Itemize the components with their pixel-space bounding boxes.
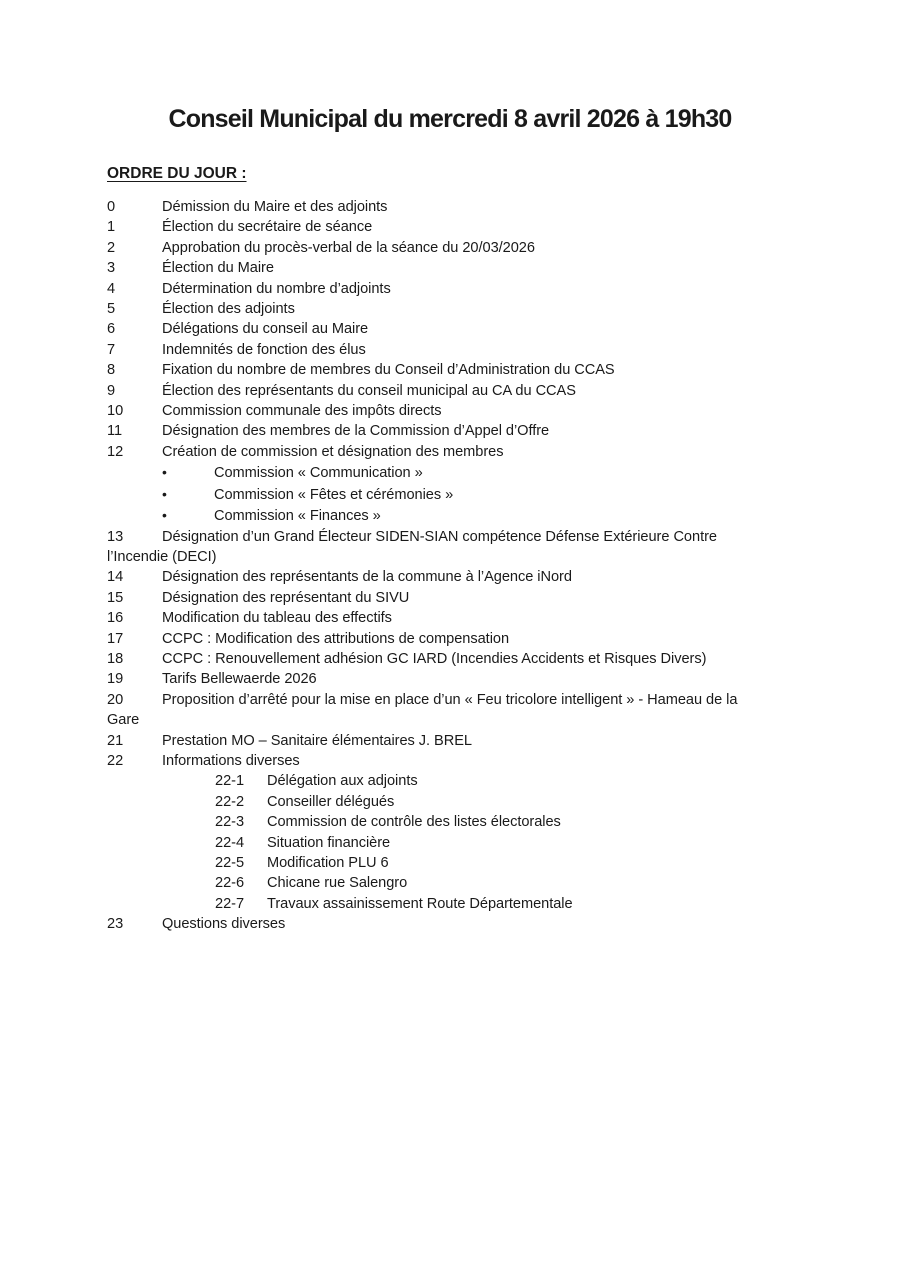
bullet-icon: • [162,507,167,524]
item-text: Délégation aux adjoints [267,773,418,790]
agenda-row-5 [107,299,800,319]
agenda-row-cont [107,547,800,567]
agenda-row-19 [107,669,800,689]
agenda-row-16 [107,608,800,628]
item-number: 23 [107,916,124,933]
agenda-row-22-2 [107,792,800,812]
item-number: 22-7 [215,895,245,912]
item-text: l’Incendie (DECI) [107,548,217,565]
item-text: Modification PLU 6 [267,855,389,871]
item-text: Gare [107,712,140,729]
item-number: 9 [107,382,116,399]
item-text: Informations diverses [162,752,300,769]
agenda-row-22-5 [107,853,800,873]
agenda-row-6 [107,319,800,339]
item-text: Désignation des représentant du SIVU [162,589,410,606]
item-text: Désignation des représentants de la commune à l’Agence iNord [162,569,572,586]
item-text: Démission du Maire et des adjoints [162,199,388,215]
item-number: 22 [107,752,124,769]
item-text: Élection des adjoints [162,301,295,318]
item-text: Questions diverses [162,916,286,933]
agenda-row-14 [107,567,800,587]
item-number: 15 [107,589,124,606]
item-text: Désignation d’un Grand Électeur SIDEN-SIAN compétence Défense Extérieure Contre [162,528,717,545]
agenda-row-4 [107,279,800,299]
item-text: Délégations du conseil au Maire [162,321,369,338]
item-number: 8 [107,362,116,379]
item-number: 1 [107,219,116,236]
agenda-row-22-4 [107,833,800,853]
agenda-row-cont [107,710,800,730]
item-number: 22-1 [215,773,245,790]
item-number: 22-5 [215,855,245,871]
item-number: 6 [107,321,116,338]
agenda-row-12 [107,442,800,462]
agenda-row-3 [107,258,800,278]
item-number: 22-6 [215,875,245,892]
agenda-row-2 [107,238,800,258]
item-text: Prestation MO – Sanitaire élémentaires J. BREL [162,732,472,749]
document-title: Conseil Municipal du mercredi 8 avril 2026 à 19h30 [168,105,732,133]
item-text: CCPC : Renouvellement adhésion GC IARD (Incendies Accidents et Risques Divers) [162,650,707,667]
agenda-row-7 [107,340,800,360]
item-text: Commission « Finances » [214,508,381,525]
item-number: 12 [107,443,124,460]
item-text: Commission « Communication » [214,465,423,482]
agenda-row-10 [107,401,800,421]
item-text: Situation financière [267,834,391,851]
item-text: Commission « Fêtes et cérémonies » [214,486,454,503]
item-number: 10 [107,403,124,420]
agenda-row-20 [107,690,800,710]
agenda-row-1 [107,217,800,237]
item-text: Élection du Maire [162,260,274,277]
item-text: Approbation du procès-verbal de la séance du 20/03/2026 [162,239,535,256]
agenda-row-11 [107,421,800,441]
item-text: Élection des représentants du conseil municipal au CA du CCAS [162,382,576,399]
item-number: 19 [107,671,124,688]
item-text: CCPC : Modification des attributions de compensation [162,630,510,647]
item-text: Proposition d’arrêté pour la mise en place d’un « Feu tricolore intelligent » - Hameau de la [162,691,738,708]
item-text: Élection du secrétaire de séance [162,219,373,236]
agenda-row-23 [107,914,800,934]
item-number: 18 [107,650,124,667]
agenda-row-17 [107,629,800,649]
item-text: Indemnités de fonction des élus [162,341,366,358]
agenda-row-bullet [107,484,800,505]
item-text: Fixation du nombre de membres du Conseil d’Administration du CCAS [162,362,615,379]
item-number: 21 [107,732,124,749]
item-text: Conseiller délégués [267,793,395,810]
agenda-row-22-7 [107,894,800,914]
item-text: Chicane rue Salengro [267,875,408,892]
agenda-list [107,197,800,935]
agenda-row-9 [107,381,800,401]
item-number: 14 [107,569,124,586]
item-number: 3 [107,260,116,277]
agenda-row-21 [107,731,800,751]
item-number: 4 [107,280,116,297]
item-number: 0 [107,199,116,215]
item-number: 13 [107,528,124,545]
agenda-row-15 [107,588,800,608]
item-text: Commission communale des impôts directs [162,403,442,420]
bullet-icon: • [162,464,167,481]
item-text: Modification du tableau des effectifs [162,610,392,627]
item-number: 20 [107,691,124,708]
agenda-row-22-6 [107,873,800,893]
item-number: 5 [107,301,116,318]
agenda-row-13 [107,527,800,547]
section-heading: ORDRE DU JOUR : [107,165,247,182]
agenda-row-22-3 [107,812,800,832]
agenda-row-bullet [107,505,800,526]
bullet-icon: • [162,485,167,502]
agenda-row-22 [107,751,800,771]
item-text: Détermination du nombre d’adjoints [162,280,391,297]
item-text: Désignation des membres de la Commission d’Appel d’Offre [162,423,550,440]
item-text: Création de commission et désignation des membres [162,443,504,460]
agenda-row-22-1 [107,771,800,791]
item-text: Travaux assainissement Route Départementale [267,895,573,912]
item-number: 22-3 [215,814,245,831]
agenda-row-0 [107,197,800,217]
agenda-row-18 [107,649,800,669]
agenda-row-8 [107,360,800,380]
item-number: 7 [107,341,116,358]
agenda-row-bullet [107,462,800,483]
item-number: 2 [107,239,116,256]
item-text: Tarifs Bellewaerde 2026 [162,671,317,688]
item-number: 16 [107,610,124,627]
item-number: 17 [107,630,124,647]
item-text: Commission de contrôle des listes électorales [267,814,561,831]
item-number: 22-2 [215,793,245,810]
item-number: 22-4 [215,834,245,851]
item-number: 11 [107,423,123,440]
